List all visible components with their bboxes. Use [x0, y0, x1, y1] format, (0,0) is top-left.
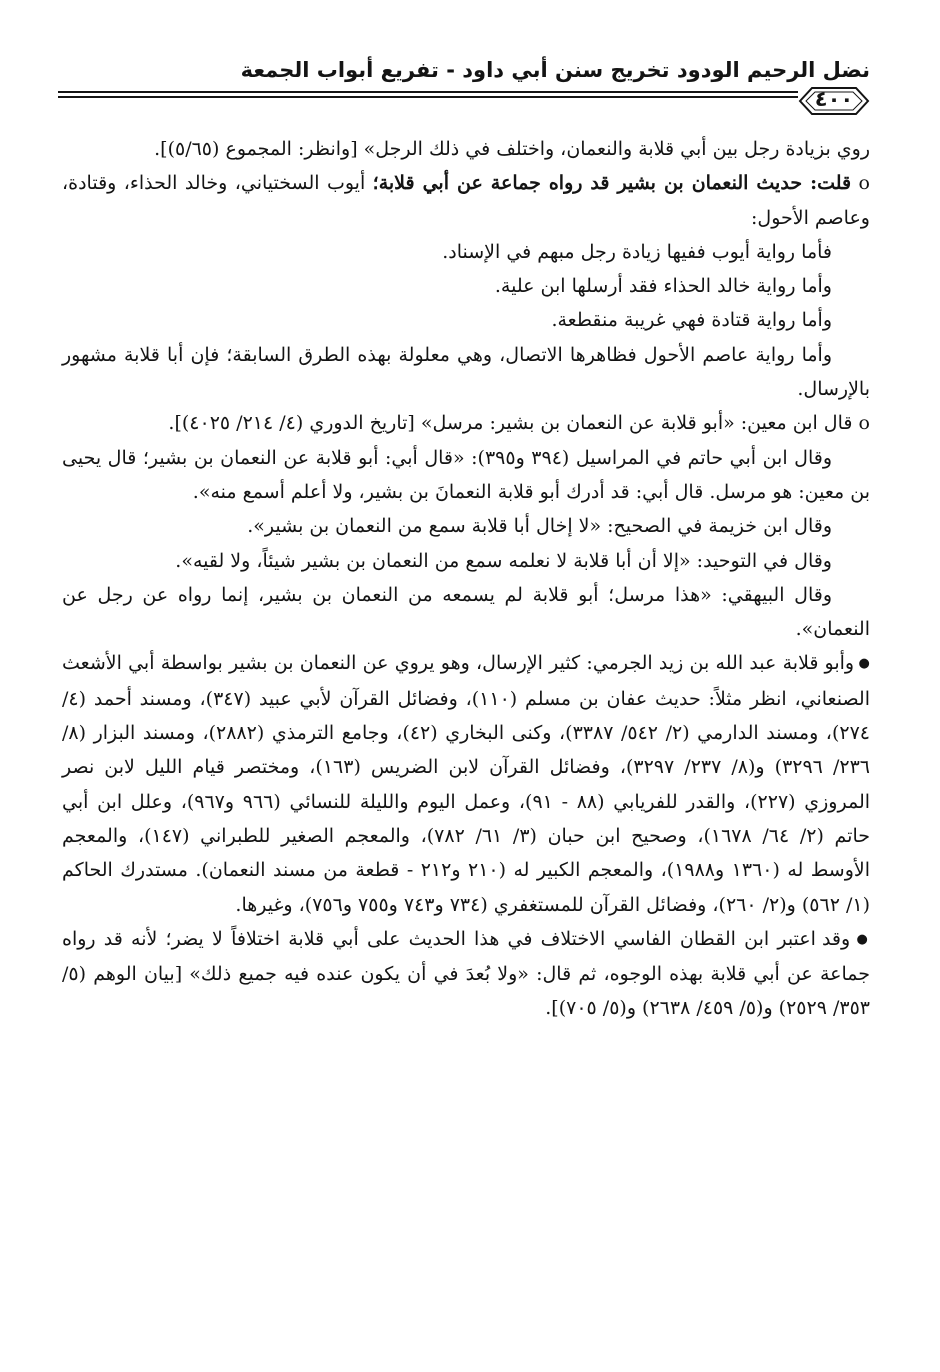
paragraph: وقال ابن خزيمة في الصحيح: «لا إخال أبا قلابة سمع من النعمان بن بشير».: [247, 515, 832, 538]
header-rule-top: [58, 91, 798, 93]
paragraph: ● وقد اعتبر ابن القطان الفاسي الاختلاف في هذا الحديث على أبي قلابة اختلافاً لا يضر؛ لأنه قد رواه جماعة عن أبي قلابة بهذه الوجوه، ثم قال: «ولا بُعدَ في أن يكون عنده فيه جميع ذلك» [بيان الوهم (٥/ ٣٥٣/ ٢٥٢٩) و(٥/ ٤٥٩/ ٢٦٣٨) و(٥/ ٧٠٥)].: [62, 922, 870, 1026]
paragraph: روي بزيادة رجل بين أبي قلابة والنعمان، واختلف في ذلك الرجل» [وانظر: المجموع (٥/٦٥)].: [154, 138, 870, 160]
paragraph: وقال في التوحيد: «إلا أن أبا قلابة لا نعلمه سمع من النعمان بن بشير شيئاً، ولا لقيه».: [175, 549, 832, 572]
paragraph: وأما رواية قتادة فهي غريبة منقطعة.: [551, 309, 832, 332]
page-number-frame: [798, 84, 870, 118]
paragraph: [62, 166, 870, 235]
page-header: [58, 58, 870, 120]
paragraph: فأما رواية أيوب ففيها زيادة رجل مبهم في الإسناد.: [442, 240, 832, 263]
page-number: ٤٠٠: [814, 87, 854, 111]
paragraph: ● وأبو قلابة عبد الله بن زيد الجرمي: كثير الإرسال، وهو يروي عن النعمان بن بشير بواسطة أبي الأشعث الصنعاني، انظر مثلاً: حديث عفان بن مسلم (١١٠)، وفضائل القرآن لأبي عبيد (٣٤٧)، ومسند أحمد (٤/ ٢٧٤)، ومسند الدارمي (٢/ ٥٤٢/ ٣٣٨٧)، وكنى البخاري (٤٢)، وجامع الترمذي (٢٨٨٢)، ومسند البزار (٨/ ٢٣٦/ ٣٢٩٦) و(٨/ ٢٣٧/ ٣٢٩٧)، وفضائل القرآن لابن الضريس (١٦٣)، ومختصر قيام الليل لابن نصر المروزي (٢٢٧)، والقدر للفريابي (٨٨ - ٩١)، وعمل اليوم والليلة للنسائي (٩٦٦ و٩٦٧)، وعلل ابن أبي حاتم (٢/ ٦٤/ ١٦٧٨)، وصحيح ابن حبان (٣/ ٦١/ ٧٨٢)، والمعجم الصغير للطبراني (١٤٧)، والمعجم الأوسط له (١٣٦٠ و١٩٨٨)، والمعجم الكبير له (٢١٠ و٢١٢ - قطعة من مسند النعمان). مستدرك الحاكم (١/ ٥٦٢) و(٢/ ٢٦٠)، وفضائل القرآن للمستغفري (٧٣٤ و٧٤٣ و٧٥٥ و٧٥٦)، وغيرها.: [62, 646, 870, 921]
paragraph-lead: قلت: حديث النعمان بن بشير قد رواه جماعة عن أبي قلابة؛: [372, 172, 852, 195]
paragraph: وقال ابن أبي حاتم في المراسيل (٣٩٤ و٣٩٥): «قال أبي: أبو قلابة عن النعمان بن بشير؛ قال يحيى بن معين: هو مرسل. قال أبي: قد أدرك أبو قلابة النعمانَ بن بشير، ولا أعلم أسمع منه».: [62, 446, 870, 503]
page-body: [62, 132, 870, 1026]
paragraph: وأما رواية خالد الحذاء فقد أرسلها ابن علية.: [494, 275, 832, 298]
running-title: نضل الرحيم الودود تخريج سنن أبي داود - تفريع أبواب الجمعة: [240, 58, 870, 82]
paragraph-text: أيوب السختياني، وخالد الحذاء، وقتادة، وعاصم الأحول:: [62, 172, 870, 229]
header-rule-bottom: [58, 96, 798, 98]
paragraph: o قال ابن معين: «أبو قلابة عن النعمان بن بشير: مرسل» [تاريخ الدوري (٤/ ٢١٤/ ٤٠٢٥)].: [62, 406, 870, 440]
paragraph: وقال البيهقي: «هذا مرسل؛ أبو قلابة لم يسمعه من النعمان بن بشير، إنما رواه عن رجل عن النعمان».: [62, 583, 870, 641]
paragraph: وأما رواية عاصم الأحول فظاهرها الاتصال، وهي معلولة بهذه الطرق السابقة؛ فإن أبا قلابة مشهور بالإرسال.: [62, 343, 870, 401]
